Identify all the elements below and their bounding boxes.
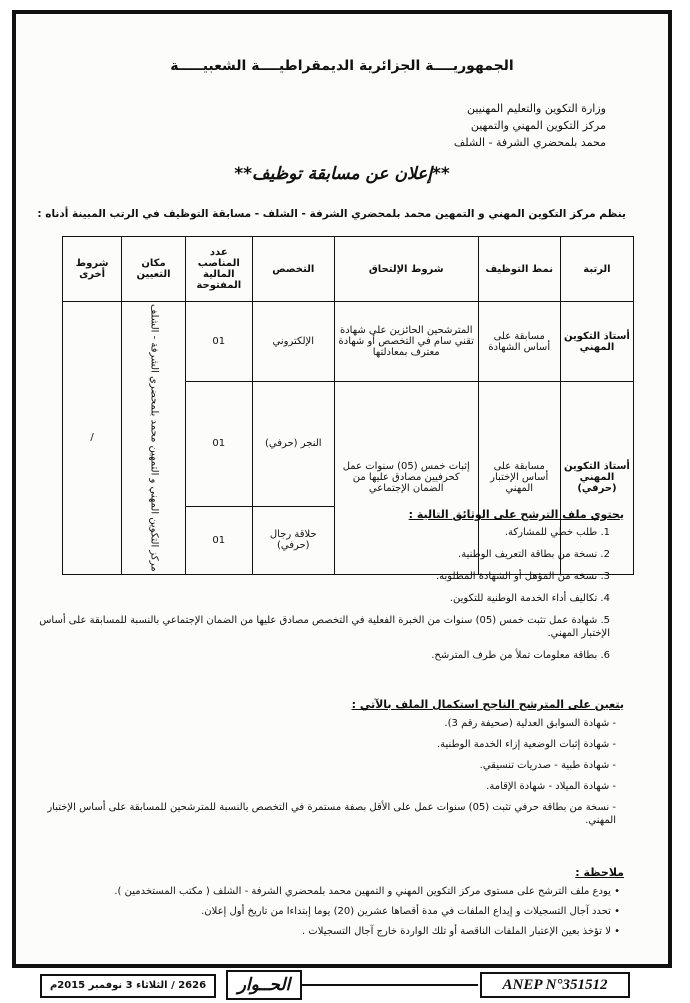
col-header-count: عدد المناصب المالية المفتوحة (185, 237, 252, 302)
col-header-place: مكان التعيين (122, 237, 186, 302)
notes-title: ملاحظة : (575, 866, 624, 879)
ministry-line: وزارة التكوين والتعليم المهنيين (467, 102, 606, 115)
conditions-cell: المترشحين الحائزين على شهادة تقني سام في التخصص أو شهادة معترف بمعادلتها (334, 302, 478, 382)
list-item: 1. طلب خطي للمشاركة. (504, 527, 610, 538)
col-header-mode: نمط التوظيف (478, 237, 560, 302)
list-item: - شهادة السوابق العدلية (صحيفة رقم 3). (444, 718, 616, 729)
file-section-title: يحتوي ملف الترشح على الوثائق التالية : (408, 508, 624, 521)
final-section (24, 698, 624, 827)
mode-cell: مسابقة على أساس الإختبار المهني (478, 382, 560, 575)
count-cell: 01 (185, 382, 252, 507)
intro-paragraph: ينظم مركز التكوين المهني و التمهين محمد بلمحضري الشرفة - الشلف - مسابقة التوظيف في الرتب المبينة أدناه : (37, 208, 626, 220)
list-item: • يودع ملف الترشح على مستوى مركز التكوين المهني و التمهين محمد بلمحضري الشرفة - الشلف ( مكتب المستخدمين ). (114, 886, 620, 897)
conditions-cell: إثبات خمس (05) سنوات عمل كحرفيين مصادق عليها من الضمان الإجتماعي (334, 382, 478, 575)
anep-number: ANEP N°351512 (480, 972, 630, 998)
table-header-row (63, 237, 634, 302)
place-text: مركز التكوين المهني و التمهين محمد بلمحضري الشرفة - الشلف (148, 304, 160, 572)
notice-title: **إعلان عن مسابقة توظيف** (234, 164, 450, 184)
col-header-other: شروط أخرى (63, 237, 122, 302)
grade-cell: أستاذ التكوين المهني (560, 302, 633, 382)
list-item: 2. نسخة من بطاقة التعريف الوطنية. (458, 549, 610, 560)
grade-cell: أستاذ التكوين المهني (حرفي) (560, 382, 633, 575)
count-cell: 01 (185, 506, 252, 574)
mode-cell: مسابقة على أساس الشهادة (478, 302, 560, 382)
republic-heading: الجمهوريــــة الجزائرية الديمقراطيــــة الشعبيـــــة (170, 58, 514, 74)
footer-divider (300, 984, 478, 986)
list-item: 4. تكاليف أداء الخدمة الوطنية للتكوين. (449, 593, 610, 604)
table-row (63, 302, 634, 382)
document-frame (12, 10, 672, 968)
col-header-grade: الرتبة (560, 237, 633, 302)
list-item: • تحدد آجال التسجيلات و إيداع الملفات في مدة أقصاها عشرين (20) يوما إبتداءا من تاريخ أول إعلان. (201, 906, 620, 917)
col-header-specialty: التخصص (252, 237, 334, 302)
specialty-cell: الإلكتروني (252, 302, 334, 382)
specialty-cell: حلاقة رجال (حرفي) (252, 506, 334, 574)
specialty-cell: النجر (حرفي) (252, 382, 334, 507)
issue-date: 2626 / الثلاثاء 3 نوفمبر 2015م (40, 974, 216, 998)
list-item: 3. نسخة من المؤهل أو الشهادة المطلوبة. (435, 571, 610, 582)
newspaper-logo: الحــوار (226, 970, 302, 1000)
ministry-block (306, 100, 606, 151)
list-item: - شهادة إثبات الوضعية إزاء الخدمة الوطنية. (437, 739, 616, 750)
file-section (24, 508, 624, 662)
list-item: - شهادة طبية - صدريات تنسيقي. (479, 760, 616, 771)
ministry-line: مركز التكوين المهني والتمهين (470, 119, 606, 132)
count-cell: 01 (185, 302, 252, 382)
ministry-line: محمد بلمحضري الشرفة - الشلف (453, 136, 606, 149)
final-section-title: يتعين على المترشح الناجح استكمال الملف بالآتي : (351, 698, 624, 711)
notes-section (24, 866, 624, 938)
page-footer (0, 970, 690, 1000)
other-cell: / (63, 302, 122, 575)
list-item: 6. بطاقة معلومات تملأ من طرف المترشح. (431, 650, 610, 661)
list-item: 5. شهادة عمل تثبت خمس (05) سنوات من الخبرة الفعلية في التخصص مصادق عليها من الضمان الإجتماعي بالنسبة للمسابقة على أساس الإختبار المهني. (39, 615, 610, 639)
list-item: - شهادة الميلاد - شهادة الإقامة. (486, 781, 616, 792)
list-item: - نسخة من بطاقة حرفي تثبت (05) سنوات عمل على الأقل بصفة مستمرة في التخصص بالنسبة للمترشحين للمسابقة على أساس الإختبار المهني. (47, 802, 616, 826)
col-header-conditions: شروط الإلتحاق (334, 237, 478, 302)
list-item: • لا تؤخذ بعين الإعتبار الملفات الناقصة أو تلك الواردة خارج آجال التسجيلات . (301, 926, 620, 937)
